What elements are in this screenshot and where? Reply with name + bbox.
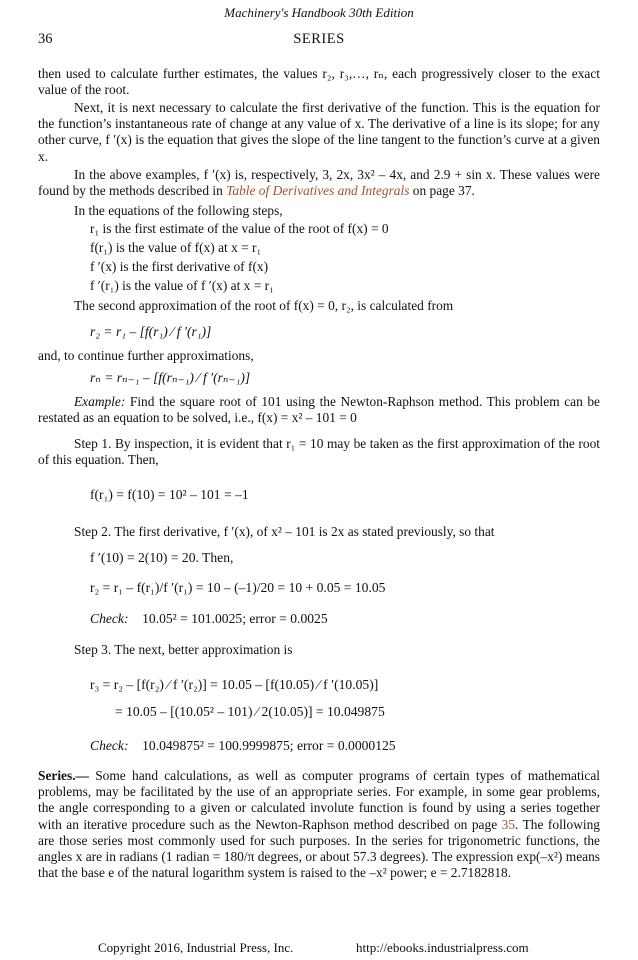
check-label-2: Check: bbox=[90, 738, 129, 753]
page-reference-text: on page 37. bbox=[409, 183, 475, 199]
page-number: 36 bbox=[38, 31, 53, 47]
check-line-2 bbox=[90, 738, 396, 754]
step-2-paragraph: Step 2. The first derivative, f ′(x), of x² – 101 is 2x as stated previously, so that bbox=[74, 524, 495, 539]
example-label: Example: bbox=[74, 394, 126, 409]
definition-f-prime-x: f ′(x) is the first derivative of f(x) bbox=[90, 259, 269, 274]
paragraph-continuation: then used to calculate further estimates, the values r₂, r₃,…, rₙ, each progressively closer to the exact value of the root. bbox=[38, 66, 600, 98]
step-3-paragraph: Step 3. The next, better approximation is bbox=[74, 642, 293, 657]
definition-f-prime-r1: f ′(r₁) is the value of f ′(x) at x = r₁ bbox=[90, 278, 274, 293]
equation-r2: r₂ = r₁ – [f(r₁) ⁄ f ′(r₁)] bbox=[90, 324, 212, 339]
table-of-derivatives-link[interactable]: Table of Derivatives and Integrals bbox=[226, 183, 410, 199]
section-title: SERIES bbox=[293, 31, 345, 47]
series-heading: Series.— bbox=[38, 768, 89, 783]
example-paragraph bbox=[38, 394, 600, 426]
running-header: Machinery's Handbook 30th Edition bbox=[224, 5, 414, 20]
example-text: Find the square root of 101 using the Newton-Raphson method. This problem can be restated as an equation to be solved, i.e., f(x) = x² – 101 = 0 bbox=[38, 394, 600, 426]
equation-r3-value: = 10.05 – [(10.05² – 101) ⁄ 2(10.05)] = 10.049875 bbox=[115, 704, 385, 719]
further-approximations-text: and, to continue further approximations, bbox=[38, 348, 254, 363]
definition-r1: r₁ is the first estimate of the value of the root of f(x) = 0 bbox=[90, 221, 389, 236]
copyright-footer: Copyright 2016, Industrial Press, Inc. bbox=[98, 940, 294, 955]
definition-f-r1: f(r₁) is the value of f(x) at x = r₁ bbox=[90, 240, 262, 255]
paragraph-derivative: Next, it is next necessary to calculate the first derivative of the function. This is the equation for the function’s instantaneous rate of change at any value of x. The derivative of a line is its slope; for any other curve, f ′(x) is the equation that gives the slope of the line tangent to the function’s curve at a given x. bbox=[38, 100, 600, 164]
equation-f-r1: f(r₁) = f(10) = 10² – 101 = –1 bbox=[90, 487, 249, 502]
series-text-continued: . The following are those series most commonly used for such purposes. In the series for trigonometric functions, the angles x are in radians (1 radian = 180/π degrees, or about 57.3 degrees). The expression exp(–x²) means that the base e of the natural logarithm system is raised to the –x² power; e = 2.7182818. bbox=[38, 816, 600, 881]
page-35-link[interactable]: 35 bbox=[501, 816, 516, 832]
examples-text: In the above examples, f ′(x) is, respectively, 3, 2x, 3x² – 4x, and 2.9 + sin x. These values were found by the methods described in bbox=[38, 167, 600, 199]
second-approximation-text: The second approximation of the root of f(x) = 0, r₂, is calculated from bbox=[74, 298, 454, 313]
equation-r2-value: r₂ = r₁ – f(r₁)/f ′(r₁) = 10 – (–1)/20 = 10 + 0.05 = 10.05 bbox=[90, 580, 386, 595]
paragraph-examples bbox=[38, 167, 600, 199]
equation-r3: r₃ = r₂ – [f(r₂) ⁄ f ′(r₂)] = 10.05 – [f(10.05) ⁄ f ′(10.05)] bbox=[90, 677, 379, 692]
series-paragraph bbox=[38, 768, 600, 881]
steps-intro: In the equations of the following steps, bbox=[74, 203, 283, 218]
website-url[interactable]: http://ebooks.industrialpress.com bbox=[356, 940, 529, 955]
equation-f-prime-10: f ′(10) = 2(10) = 20. Then, bbox=[90, 550, 234, 565]
series-text: Some hand calculations, as well as computer programs of certain types of mathematical problems, may be facilitated by the use of an appropriate series. For example, in some gear problems, the angle corresponding to a given or calculated involute function is found by using a series together with an iterative procedure such as the Newton-Raphson method described on page bbox=[38, 768, 600, 832]
check-label-1: Check: bbox=[90, 611, 129, 626]
check-value-1: 10.05² = 101.0025; error = 0.0025 bbox=[142, 611, 328, 626]
check-line-1 bbox=[90, 611, 328, 627]
check-value-2: 10.049875² = 100.9999875; error = 0.0000125 bbox=[142, 738, 396, 753]
step-1-paragraph: Step 1. By inspection, it is evident that r₁ = 10 may be taken as the first approximation of the root of this equation. Then, bbox=[38, 436, 600, 468]
equation-rn: rₙ = rₙ₋₁ – [f(rₙ₋₁) ⁄ f ′(rₙ₋₁)] bbox=[90, 370, 251, 385]
